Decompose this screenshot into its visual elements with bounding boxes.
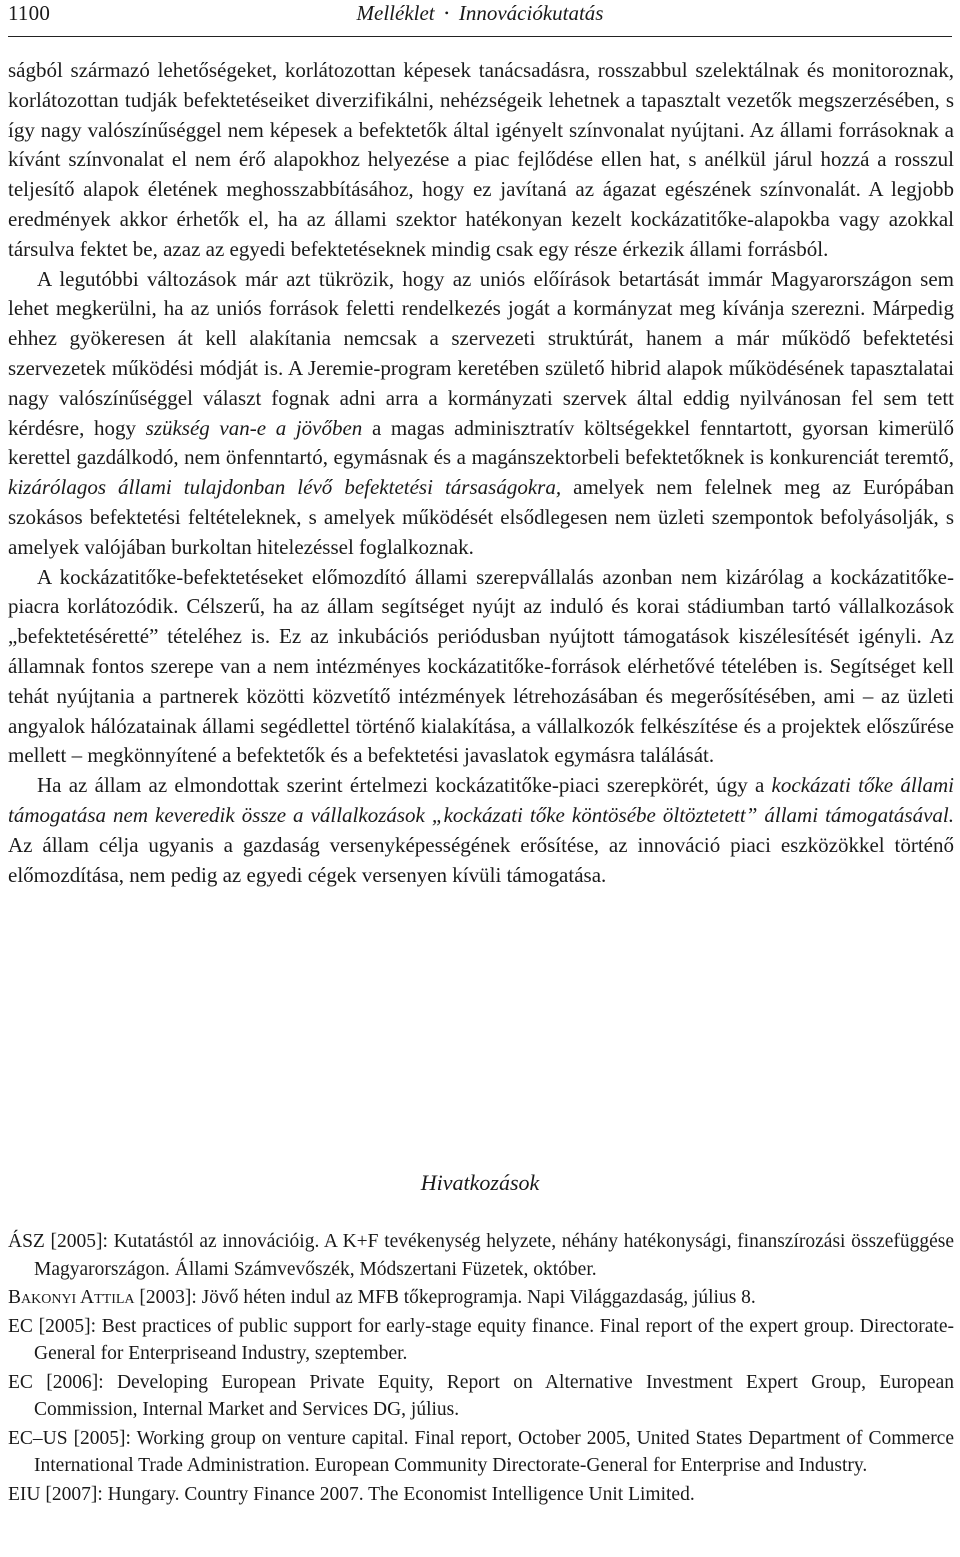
- reference-item: [8, 1481, 954, 1509]
- reference-item: [8, 1425, 954, 1480]
- header-rule: [8, 36, 952, 37]
- reference-item: [8, 1313, 954, 1368]
- paragraph-2-emphasis-2: kizárólagos állami tulajdonban lévő befektetési társaságokra,: [8, 475, 562, 500]
- reference-text: EC [2006]: Developing European Private Equity, Report on Alternative Investment Expert Group, European Commission, Internal Market and Services DG, július.: [8, 1371, 954, 1420]
- paragraph-1: [8, 56, 954, 265]
- references-list: [8, 1228, 954, 1509]
- reference-item: [8, 1284, 954, 1312]
- bullet-separator-icon: •: [444, 6, 449, 20]
- paragraph-2: [8, 265, 954, 563]
- paragraph-4: [8, 771, 954, 890]
- references-heading: Hivatkozások: [420, 1170, 540, 1195]
- running-header: [0, 0, 960, 36]
- paragraph-4-text-a: Ha az állam az elmondottak szerint értelmezi kockázatitőke-piaci szerepkörét, úgy a: [37, 773, 772, 798]
- paragraph-1-text: ságból származó lehetőségeket, korlátozottan képesek tanácsadásra, rosszabbul szelektálnak és monitoroznak, korlátozottan tudják befektetéseiket diverzifikálni, nehézségeik lehetnek a tapasztalt vezetők megszerzésében, s így nagy valószínűséggel nem képesek a befektetők által igényelt színvonalat nyújtani. Az állami forrásoknak a kívánt színvonalat el nem érő alapokhoz helyezése a piac fejlődése ellen hat, s anélkül járul hozzá a rosszul teljesítő alapok életének meghosszabbításához, hogy ez javítaná az ágazat egészének színvonalát. A legjobb eredmények akkor érhetők el, ha az állami szektor hatékonyan kezelt kockázatitőke-alapokba vagy azokkal társulva fektet be, azaz az egyedi befektetéseknek mindig csak egy része érkezik állami forrásból.: [8, 58, 954, 261]
- paragraph-2-text-a: A legutóbbi változások már azt tükrözik, hogy az uniós előírások betartását immár Magyarországon sem lehet megkerülni, ha az uniós források feletti rendelkezés jogát a kormányzat meg kívánja szerezni. Márpedig ehhez gyökeresen át kell alakítania nemcsak a szervezeti struktúrát, hanem a már működő befektetési szervezetek működési módját is. A Jeremie-program keretében születő hibrid alapok működésének tapasztalatai nagy valószínűséggel választ fognak adni arra a kormányzati szervek által eddig nyilvánosan fel sem tett kérdésre, hogy: [8, 266, 954, 440]
- reference-item: [8, 1369, 954, 1424]
- running-title: [0, 1, 960, 26]
- reference-author: Bakonyi Attila: [8, 1287, 135, 1308]
- paragraph-2-emphasis-1: szükség van-e a jövőben: [145, 415, 363, 440]
- reference-text: [2003]: Jövő héten indul az MFB tőkeprogramja. Napi Világgazdaság, július 8.: [134, 1287, 756, 1308]
- paragraph-2-text-e: amelyek nem felelnek meg az Európában szokásos befektetési feltételeknek, s amelyek működését elsődlegesen nem üzleti szempontok befolyásolják, s amelyek valójában burkoltan hitelezéssel foglalkoznak.: [8, 475, 954, 559]
- reference-item: [8, 1228, 954, 1283]
- reference-text: EC [2005]: Best practices of public support for early-stage equity finance. Final report of the expert group. Directorate-General for Enterpriseand Industry, szeptember.: [8, 1315, 954, 1364]
- paragraph-3: [8, 563, 954, 772]
- reference-text: EC–US [2005]: Working group on venture capital. Final report, October 2005, United States Department of Commerce International Trade Administration. European Community Directorate-General for Enterprise and Industry.: [8, 1427, 954, 1476]
- main-text: [8, 56, 954, 890]
- reference-text: ÁSZ [2005]: Kutatástól az innovációig. A K+F tevékenység helyzete, néhány hatékonysági, finanszírozási összefüggése Magyarországon. Állami Számvevőszék, Módszertani Füzetek, október.: [8, 1231, 954, 1280]
- paragraph-3-text: A kockázatitőke-befektetéseket előmozdító állami szerepvállalás azonban nem kizárólag a kockázatitőke-piacra korlátozódik. Célszerű, ha az állam segítséget nyújt az induló és korai stádiumban tartó vállalkozások „befektetéséretté” tételéhez is. Ez az inkubációs periódusban nyújtott támogatások kiszélesítését igényli. Az államnak fontos szerepe van a nem intézményes kockázatitőke-források elérhetővé tételében is. Segítséget kell tehát nyújtania a partnerek közötti közvetítő intézmények létrehozásában és megerősítésében, ami – az üzleti angyalok hálózatainak állami segédlettel történő kialakítása, a vállalkozók felkészítése és a projektek előszűrése mellett – megkönnyítené a befektetők és a befektetési javaslatok egymásra találását.: [8, 564, 954, 768]
- paragraph-4-emphasis: kockázati tőke állami támogatása nem keveredik össze a vállalkozások „kockázati tőke köntösébe öltöztetett” állami támogatásával.: [8, 773, 955, 827]
- reference-text: EIU [2007]: Hungary. Country Finance 2007. The Economist Intelligence Unit Limited.: [8, 1483, 695, 1505]
- paragraph-2-text-c: a magas adminisztratív költségekkel fenntartott, gyorsan kimerülő kerettel gazdálkodó, nem önfenntartó, egymásnak és a magánszektorbeli befektetőknek is konkurenciát teremtő,: [8, 415, 954, 470]
- subsection-title: Innovációkutatás: [458, 1, 604, 25]
- page-number: 1100: [8, 1, 51, 25]
- section-title: Melléklet: [356, 1, 435, 25]
- paragraph-4-text-c: Az állam célja ugyanis a gazdaság versenyképességének erősítése, az innováció piaci eszközökkel történő előmozdítása, nem pedig az egyedi cégek versenyen kívüli támogatása.: [8, 832, 954, 887]
